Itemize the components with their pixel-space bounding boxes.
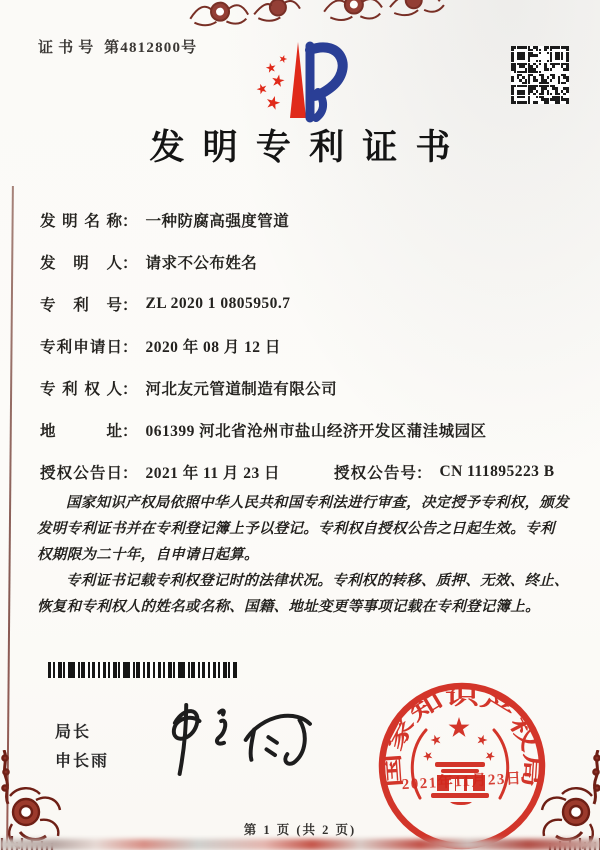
field-invention-name: 发明名称 ： 一种防腐高强度管道 xyxy=(40,199,570,241)
field-value: CN 111895223 B xyxy=(439,463,555,480)
field-label: 发明人 xyxy=(40,255,122,272)
certificate-number-value: 第4812800号 xyxy=(104,40,198,56)
field-label: 地址 xyxy=(40,423,122,440)
field-grant-row: 授权公告日 ： 2021 年 11 月 23 日 授权公告号 ： CN 111895223 B xyxy=(40,463,555,482)
field-label: 专利申请日 xyxy=(40,339,122,356)
patent-fields xyxy=(40,199,570,493)
certificate-title: 发明专利证书 xyxy=(149,128,469,167)
field-value: 061399 河北省沧州市盐山经济开发区蒲洼城园区 xyxy=(145,423,487,440)
field-label: 授权公告日 xyxy=(40,465,122,482)
director-signature xyxy=(156,698,326,780)
legal-text xyxy=(37,490,569,620)
field-label: 专利号 xyxy=(40,297,122,314)
seal-agency-text: 国家知识产权局 xyxy=(380,685,544,789)
field-value: 河北友元管道制造有限公司 xyxy=(145,381,338,398)
field-inventor: 发明人 ： 请求不公布姓名 xyxy=(40,241,570,283)
bottom-photo-edge xyxy=(0,839,600,850)
field-value: 2021 年 11 月 23 日 xyxy=(145,465,280,482)
legal-paragraph-2: 专利证书记载专利权登记时的法律状况。专利权的转移、质押、无效、终止、恢复和专利权人的姓名或名称、国籍、地址变更等事项记载在专利登记簿上。 xyxy=(37,573,569,615)
barcode xyxy=(48,662,237,678)
field-label: 发明名称 xyxy=(40,213,122,230)
field-value: ZL 2020 1 0805950.7 xyxy=(145,295,291,312)
seal-date-stamp: 2021年11月23日 xyxy=(401,770,523,794)
certificate-number-label: 证书号 xyxy=(38,40,99,56)
certificate-number xyxy=(38,36,197,57)
field-label: 授权公告号 xyxy=(333,465,416,482)
field-patentee: 专利权人 ： 河北友元管道制造有限公司 xyxy=(40,367,570,409)
signer-name: 申长雨 xyxy=(55,753,110,770)
field-value: 请求不公布姓名 xyxy=(145,255,258,272)
qr-code xyxy=(511,46,569,104)
page-number: 第 1 页 (共 2 页) xyxy=(243,823,357,837)
field-value: 一种防腐高强度管道 xyxy=(145,213,290,230)
signer-title: 局长 xyxy=(55,724,92,741)
field-value: 2020 年 08 月 12 日 xyxy=(145,339,281,356)
bottom-left-flourish xyxy=(0,750,74,850)
field-address: 地址 ： 061399 河北省沧州市盐山经济开发区蒲洼城园区 xyxy=(40,409,570,451)
legal-paragraph-1: 国家知识产权局依照中华人民共和国专利法进行审查，决定授予专利权，颁发发明专利证书并在专利登记簿上予以登记。专利权自授权公告之日起生效。专利权期限为二十年，自申请日起算。 xyxy=(37,495,569,563)
field-patent-number: 专利号 ： ZL 2020 1 0805950.7 xyxy=(40,295,291,314)
top-ornament-border xyxy=(181,0,450,31)
field-filing-date: 专利申请日 ： 2020 年 08 月 12 日 xyxy=(40,325,570,367)
field-label: 专利权人 xyxy=(40,381,122,398)
field-grant-number: 授权公告号 ： CN 111895223 B xyxy=(333,463,555,482)
